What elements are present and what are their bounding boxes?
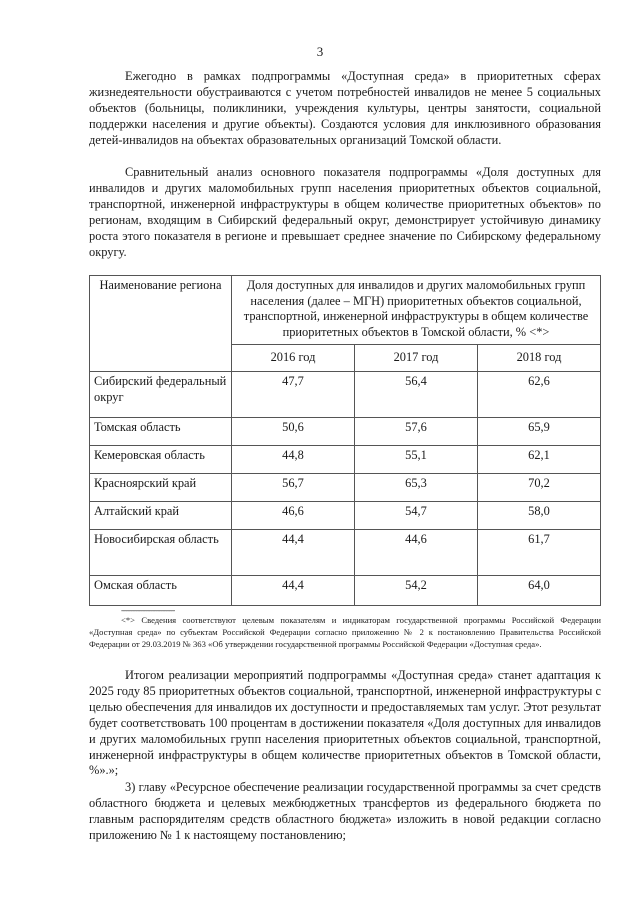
value-2017: 56,4	[354, 372, 477, 418]
region-name: Омская область	[90, 576, 232, 606]
table-row	[90, 576, 601, 606]
header-year-2018: 2018 год	[477, 345, 600, 372]
value-2016: 47,7	[232, 372, 355, 418]
region-name: Алтайский край	[90, 502, 232, 530]
value-2016: 46,6	[232, 502, 355, 530]
header-year-2016: 2016 год	[232, 345, 355, 372]
region-name: Красноярский край	[90, 474, 232, 502]
table-header-row	[90, 276, 601, 345]
value-2016: 50,6	[232, 418, 355, 446]
region-name: Кемеровская область	[90, 446, 232, 474]
header-region: Наименование региона	[90, 276, 232, 372]
region-name: Томская область	[90, 418, 232, 446]
value-2018: 62,6	[477, 372, 600, 418]
table-row	[90, 418, 601, 446]
value-2017: 54,7	[354, 502, 477, 530]
footnote-text: <*> Сведения соответствуют целевым показателям и индикаторам государственной программы Российской Федерации «Доступная среда» по субъектам Российской Федерации согласно приложению № 2 к постановлению Правительства Российской Федерации от 29.03.2019 № 363 «Об утверждении государственной программы Российской Федерации «Доступная среда».	[89, 615, 601, 649]
region-name: Новосибирская область	[90, 530, 232, 576]
value-2018: 65,9	[477, 418, 600, 446]
value-2017: 65,3	[354, 474, 477, 502]
value-2016: 44,4	[232, 576, 355, 606]
value-2018: 61,7	[477, 530, 600, 576]
value-2017: 44,6	[354, 530, 477, 576]
table-row	[90, 446, 601, 474]
value-2018: 70,2	[477, 474, 600, 502]
table-row	[90, 530, 601, 576]
paragraph-results: Итогом реализации мероприятий подпрограммы «Доступная среда» станет адаптация к 2025 году 85 приоритетных объектов социальной, транспортной, инженерной инфраструктуры с целью обеспечения для инвалидов их доступности и предоставляемых там услуг. Этот результат будет соответствовать 100 процентам в достижении показателя «Доля доступных для инвалидов и других маломобильных групп населения приоритетных объектов социальной, транспортной, инженерной инфраструктуры в общем количестве приоритетных объектов в Томской области, %».»;	[89, 668, 601, 778]
table-row	[90, 502, 601, 530]
footnote-separator: --------------------------------	[121, 606, 175, 615]
value-2016: 44,4	[232, 530, 355, 576]
value-2017: 55,1	[354, 446, 477, 474]
paragraph-intro: Ежегодно в рамках подпрограммы «Доступная среда» в приоритетных сферах жизнедеятельности обустраиваются с учетом потребностей инвалидов не менее 5 социальных объектов (больницы, поликлиники, учреждения культуры, центры занятости, социальной поддержки населения и другие объекты). Создаются условия для инклюзивного образования детей-инвалидов на объектах образовательных организаций Томской области.	[89, 69, 601, 147]
value-2018: 58,0	[477, 502, 600, 530]
page-number: 3	[316, 44, 324, 59]
value-2016: 44,8	[232, 446, 355, 474]
header-indicator: Доля доступных для инвалидов и других маломобильных групп населения (далее – МГН) приоритетных объектов социальной, транспортной, инженерной инфраструктуры в общем количестве приоритетных объектов в Томской области, % <*>	[232, 276, 601, 345]
paragraph-analysis: Сравнительный анализ основного показателя подпрограммы «Доля доступных для инвалидов и других маломобильных групп населения приоритетных объектов социальной, транспортной, инженерной инфраструктуры в общем количестве приоритетных объектов» по регионам, входящим в Сибирский федеральный округ, демонстрирует устойчивую динамику роста этого показателя в регионе и превышает среднее значение по Сибирскому федеральному округу.	[89, 165, 601, 259]
value-2017: 54,2	[354, 576, 477, 606]
table-row	[90, 474, 601, 502]
paragraph-amendment: 3) главу «Ресурсное обеспечение реализации государственной программы за счет средств областного бюджета и целевых межбюджетных трансфертов из федерального бюджета по главным распорядителям средств областного бюджета» изложить в новой редакции согласно приложению № 1 к настоящему постановлению;	[89, 780, 601, 842]
table-row	[90, 372, 601, 418]
value-2017: 57,6	[354, 418, 477, 446]
value-2018: 64,0	[477, 576, 600, 606]
region-comparison-table	[89, 275, 601, 606]
value-2018: 62,1	[477, 446, 600, 474]
value-2016: 56,7	[232, 474, 355, 502]
header-year-2017: 2017 год	[354, 345, 477, 372]
region-name: Сибирский федеральный округ	[90, 372, 232, 418]
